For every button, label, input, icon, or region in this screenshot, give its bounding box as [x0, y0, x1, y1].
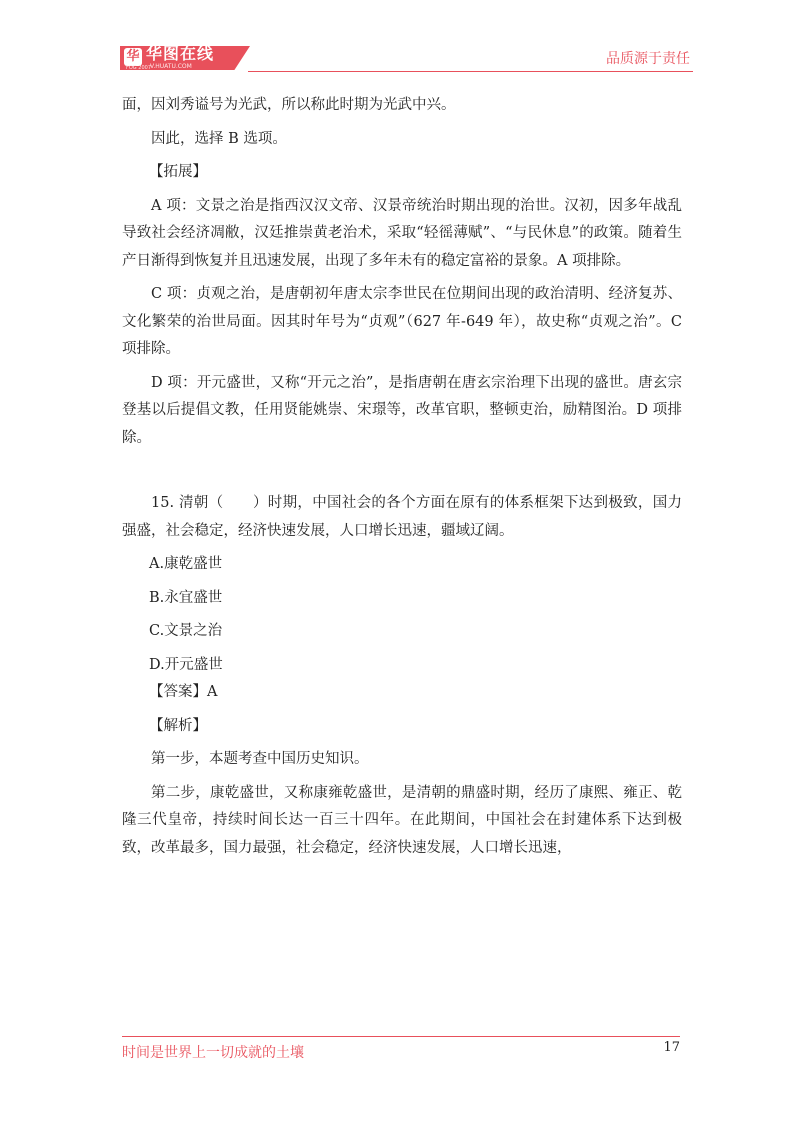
document-body: [122, 92, 682, 862]
header-slogan: 品质源于责任: [606, 51, 690, 67]
analysis-heading: 【解析】: [149, 717, 207, 734]
paragraph-option-d: D 项：开元盛世，又称“开元之治”，是指唐朝在唐玄宗治理下出现的盛世。唐玄宗登基以后提倡文教，任用贤能姚崇、宋璟等，改革官职，整顿吏治，励精图治。D 项排除。: [122, 374, 682, 446]
page-number: 17: [663, 1040, 680, 1055]
paragraph-option-a: A 项：文景之治是指西汉汉文帝、汉景帝统治时期出现的治世。汉初，因多年战乱导致社会经济凋敝，汉廷推崇黄老治术，采取“轻徭薄赋”、“与民休息”的政策。随着生产日渐得到恢复并且迅速发展，出现了多年未有的稳定富裕的景象。A 项排除。: [122, 197, 682, 269]
choice-b: B.永宜盛世: [149, 589, 223, 606]
logo-year: FOG 2007: [126, 65, 151, 71]
analysis-step-1: 第一步，本题考查中国历史知识。: [151, 751, 369, 767]
header-divider: [248, 71, 693, 72]
logo-url: V.HUATU.COM: [150, 63, 192, 70]
answer-label: 【答案】A: [149, 684, 218, 700]
huatu-logo-icon: 华: [124, 48, 142, 66]
paragraph-option-c: C 项：贞观之治，是唐朝初年唐太宗李世民在位期间出现的政治清明、经济复苏、文化繁荣的治世局面。因其时年号为“贞观”（627 年-649 年），故史称“贞观之治”。C 项排除。: [122, 286, 682, 357]
paragraph-continuation: 面，因刘秀谥号为光武，所以称此时期为光武中兴。: [122, 97, 456, 113]
analysis-step-2: 第二步，康乾盛世，又称康雍乾盛世，是清朝的鼎盛时期，经历了康熙、雍正、乾隆三代皇帝，持续时间长达一百三十四年。在此期间，中国社会在封建体系下达到极致，改革最多，国力最强，社会稳定，经济快速发展，人口增长迅速，: [122, 784, 682, 856]
question-15-stem: 15. 清朝（ ）时期，中国社会的各个方面在原有的体系框架下达到极致，国力强盛，社会稳定，经济快速发展，人口增长迅速，疆域辽阔。: [122, 495, 682, 539]
choice-a: A.康乾盛世: [149, 556, 223, 572]
choice-d: D.开元盛世: [149, 656, 223, 673]
page-header: [0, 0, 800, 80]
footer-divider: [122, 1036, 680, 1037]
paragraph-answer-select: 因此，选择 B 选项。: [151, 130, 287, 147]
section-heading-extension: 【拓展】: [149, 164, 207, 180]
footer-slogan: 时间是世界上一切成就的土壤: [122, 1045, 304, 1061]
logo-name: 华图在线: [146, 44, 215, 63]
choice-c: C.文景之治: [149, 623, 223, 639]
